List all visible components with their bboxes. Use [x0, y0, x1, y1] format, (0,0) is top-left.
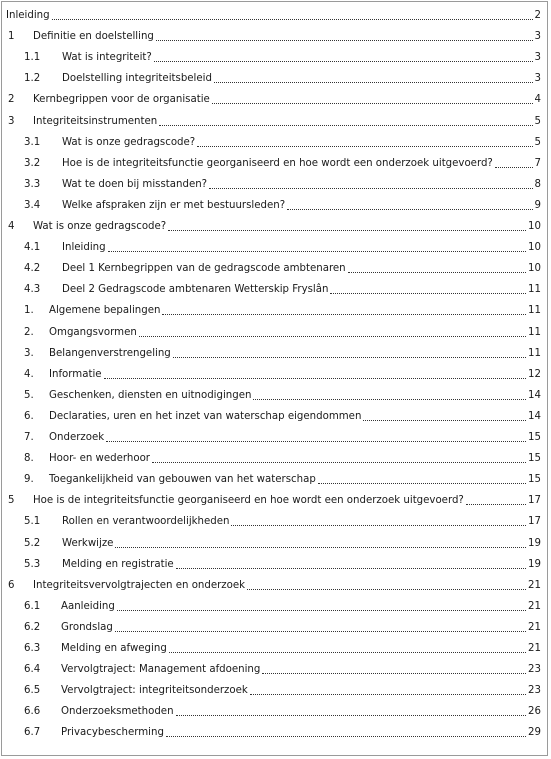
toc-entry[interactable]	[0, 67, 551, 85]
toc-entry-number: 1.	[24, 305, 34, 317]
toc-entry[interactable]	[0, 553, 551, 571]
toc-entry[interactable]	[0, 363, 551, 381]
toc-leader-dots	[117, 610, 526, 611]
toc-entry-number: 6.2	[24, 621, 41, 633]
toc-entry-page: 4	[534, 94, 541, 106]
toc-leader-dots	[168, 230, 526, 231]
toc-entry-page: 2	[534, 10, 541, 21]
toc-entry-page: 29	[528, 727, 541, 739]
toc-entry-number: 5	[8, 495, 15, 507]
toc-entry[interactable]	[0, 342, 551, 360]
toc-entry[interactable]	[0, 257, 551, 275]
toc-leader-dots	[115, 547, 526, 548]
toc-entry-number: 3.	[24, 347, 34, 359]
toc-entry-title: Definitie en doelstelling	[33, 31, 154, 43]
toc-entry-title: Melding en registratie	[62, 558, 174, 570]
toc-leader-dots	[159, 125, 533, 126]
toc-entry-title: Welke afspraken zijn er met bestuursleden?	[62, 199, 286, 211]
toc-entry-page: 5	[534, 115, 541, 127]
toc-entry-page: 3	[534, 73, 541, 85]
toc-entry[interactable]	[0, 574, 551, 592]
toc-leader-dots	[169, 652, 526, 653]
toc-entry-page: 21	[528, 579, 541, 591]
toc-entry-title: Kernbegrippen voor de organisatie	[33, 94, 210, 106]
toc-leader-dots	[330, 293, 526, 294]
toc-entry-number: 3.3	[24, 178, 41, 190]
toc-entry-title: Doelstelling integriteitsbeleid	[62, 73, 212, 85]
toc-leader-dots	[212, 103, 533, 104]
toc-entry-number: 1.2	[24, 73, 41, 85]
toc-entry-number: 5.2	[24, 537, 41, 549]
toc-entry-title: Informatie	[49, 368, 102, 380]
toc-leader-dots	[156, 40, 533, 41]
toc-entry-page: 21	[528, 643, 541, 654]
toc-entry-title: Deel 2 Gedragscode ambtenaren Wetterskip Fryslân	[62, 284, 329, 296]
toc-entry-title: Rollen en verantwoordelijkheden	[62, 516, 230, 528]
toc-entry[interactable]	[0, 447, 551, 465]
toc-entry-page: 23	[528, 685, 541, 697]
toc-leader-dots	[139, 336, 526, 337]
toc-entry-page: 3	[534, 31, 541, 43]
toc-entry-title: Belangenverstrengeling	[49, 347, 171, 359]
toc-entry-number: 3	[8, 115, 15, 127]
toc-entry-title: Grondslag	[61, 621, 113, 633]
toc-entry-title: Wat te doen bij misstanden?	[62, 178, 208, 190]
toc-entry[interactable]	[0, 616, 551, 634]
toc-entry[interactable]	[0, 152, 551, 170]
toc-entry-title: Wat is integriteit?	[62, 52, 152, 64]
toc-entry[interactable]	[0, 489, 551, 507]
toc-entry-title: Vervolgtraject: Management afdoening	[61, 664, 261, 676]
toc-entry[interactable]	[0, 658, 551, 676]
toc-entry-number: 2.	[24, 326, 34, 338]
toc-entry[interactable]	[0, 299, 551, 317]
toc-entry-number: 4.3	[24, 284, 41, 296]
toc-entry[interactable]	[0, 510, 551, 528]
toc-entry-number: 6.4	[24, 664, 41, 676]
toc-leader-dots	[253, 399, 526, 400]
toc-leader-dots	[197, 146, 533, 147]
toc-entry-page: 7	[534, 157, 541, 169]
toc-entry[interactable]	[0, 679, 551, 697]
toc-entry[interactable]	[0, 637, 551, 655]
toc-entry-page: 12	[528, 368, 541, 380]
toc-entry-number: 3.2	[24, 157, 41, 169]
toc-entry-page: 17	[528, 516, 541, 528]
toc-entry-title: Melding en afweging	[61, 643, 167, 654]
toc-entry-page: 3	[534, 52, 541, 64]
toc-entry[interactable]	[0, 4, 551, 22]
toc-entry-page: 15	[528, 453, 541, 465]
toc-entry[interactable]	[0, 532, 551, 550]
toc-entry-page: 14	[528, 389, 541, 401]
toc-entry-number: 6.1	[24, 600, 41, 612]
toc-entry[interactable]	[0, 173, 551, 191]
toc-leader-dots	[250, 694, 526, 695]
toc-entry-number: 1	[8, 31, 15, 43]
toc-entry-number: 5.3	[24, 558, 41, 570]
toc-entry-page: 11	[528, 305, 541, 317]
toc-leader-dots	[152, 462, 526, 463]
toc-entry-number: 4	[8, 221, 15, 232]
toc-entry-page: 11	[528, 347, 541, 359]
toc-entry[interactable]	[0, 194, 551, 212]
toc-entry-page: 14	[528, 410, 541, 422]
toc-entry-page: 11	[528, 326, 541, 338]
toc-entry-title: Onderzoeksmethoden	[61, 706, 174, 718]
toc-entry-title: Geschenken, diensten en uitnodigingen	[49, 389, 252, 401]
toc-entry-page: 23	[528, 664, 541, 676]
toc-entry-page: 9	[534, 199, 541, 211]
toc-entry-number: 6	[8, 579, 15, 591]
toc-entry-number: 1.1	[24, 52, 41, 64]
toc-leader-dots	[176, 568, 526, 569]
toc-entry-page: 8	[534, 178, 541, 190]
toc-entry-page: 26	[528, 706, 541, 718]
toc-leader-dots	[166, 736, 526, 737]
toc-entry-title: Omgangsvormen	[49, 326, 137, 338]
toc-leader-dots	[162, 314, 526, 315]
toc-leader-dots	[176, 715, 526, 716]
toc-entry[interactable]	[0, 215, 551, 233]
toc-entry-page: 21	[528, 600, 541, 612]
toc-entry-number: 6.6	[24, 706, 41, 718]
toc-entry[interactable]	[0, 721, 551, 739]
toc-entry-number: 6.5	[24, 685, 41, 697]
toc-entry[interactable]	[0, 321, 551, 339]
toc-entry-number: 6.7	[24, 727, 41, 739]
toc-entry-number: 3.1	[24, 136, 41, 148]
toc-entry-title: Hoe is de integriteitsfunctie georganiseerd en hoe wordt een onderzoek uitgevoerd?	[33, 495, 464, 507]
toc-entry-page: 15	[528, 432, 541, 443]
toc-leader-dots	[106, 441, 526, 442]
toc-entry-number: 7.	[24, 432, 34, 443]
toc-entry-page: 19	[528, 537, 541, 549]
toc-entry-page: 10	[528, 263, 541, 275]
toc-entry-title: Hoe is de integriteitsfunctie georganiseerd en hoe wordt een onderzoek uitgevoerd?	[62, 157, 493, 169]
toc-entry-number: 3.4	[24, 199, 41, 211]
toc-entry-title: Onderzoek	[49, 432, 105, 443]
toc-entry-title: Deel 1 Kernbegrippen van de gedragscode ambtenaren	[62, 263, 346, 275]
toc-leader-dots	[318, 483, 526, 484]
toc-leader-dots	[466, 504, 526, 505]
toc-entry-title: Aanleiding	[61, 600, 115, 612]
toc-entry[interactable]	[0, 405, 551, 423]
toc-leader-dots	[363, 420, 526, 421]
toc-entry-page: 10	[528, 242, 541, 254]
toc-entry[interactable]	[0, 384, 551, 402]
toc-leader-dots	[154, 61, 533, 62]
toc-entry-title: Inleiding	[62, 242, 106, 254]
toc-entry-page: 21	[528, 621, 541, 633]
toc-entry-title: Privacybescherming	[61, 727, 164, 739]
toc-entry-number: 5.1	[24, 516, 41, 528]
toc-leader-dots	[231, 525, 526, 526]
toc-entry[interactable]	[0, 110, 551, 128]
toc-entry-page: 10	[528, 221, 541, 232]
toc-entry-number: 9.	[24, 474, 34, 486]
toc-entry-number: 4.1	[24, 242, 41, 254]
toc-entry[interactable]	[0, 88, 551, 106]
toc-entry-number: 6.3	[24, 643, 41, 654]
toc-entry-number: 2	[8, 94, 15, 106]
toc-leader-dots	[52, 19, 533, 20]
toc-leader-dots	[115, 631, 526, 632]
toc-entry-title: Vervolgtraject: integriteitsonderzoek	[61, 685, 248, 697]
toc-entry-page: 11	[528, 284, 541, 296]
toc-entry-page: 15	[528, 474, 541, 486]
toc-entry[interactable]	[0, 236, 551, 254]
toc-leader-dots	[348, 272, 526, 273]
toc-leader-dots	[108, 251, 526, 252]
toc-entry-number: 5.	[24, 389, 34, 401]
toc-leader-dots	[209, 188, 533, 189]
toc-entry[interactable]	[0, 595, 551, 613]
toc-entry-title: Toegankelijkheid van gebouwen van het waterschap	[49, 474, 316, 486]
toc-entry[interactable]	[0, 131, 551, 149]
toc-leader-dots	[287, 209, 533, 210]
toc-entry-title: Wat is onze gedragscode?	[62, 136, 196, 148]
toc-leader-dots	[247, 589, 526, 590]
toc-entry[interactable]	[0, 426, 551, 444]
toc-entry-title: Integriteitsinstrumenten	[33, 115, 158, 127]
toc-entry[interactable]	[0, 25, 551, 43]
toc-entry[interactable]	[0, 468, 551, 486]
toc-entry-title: Integriteitsvervolgtrajecten en onderzoek	[33, 579, 246, 591]
toc-entry-number: 8.	[24, 453, 34, 465]
toc-entry-page: 19	[528, 558, 541, 570]
toc-entry-number: 4.	[24, 368, 34, 380]
toc-entry-title: Algemene bepalingen	[49, 305, 161, 317]
toc-entry-page: 17	[528, 495, 541, 507]
toc-entry[interactable]	[0, 700, 551, 718]
toc-entry-page: 5	[534, 136, 541, 148]
toc-leader-dots	[214, 82, 533, 83]
toc-entry[interactable]	[0, 46, 551, 64]
toc-entry[interactable]	[0, 278, 551, 296]
toc-entry-title: Declaraties, uren en het inzet van waterschap eigendommen	[49, 410, 362, 422]
toc-entry-title: Inleiding	[6, 10, 50, 21]
toc-leader-dots	[173, 357, 526, 358]
toc-leader-dots	[104, 378, 526, 379]
toc-entry-title: Hoor- en wederhoor	[49, 453, 150, 465]
toc-entry-title: Werkwijze	[62, 537, 114, 549]
toc-entry-title: Wat is onze gedragscode?	[33, 221, 167, 232]
toc-entry-number: 6.	[24, 410, 34, 422]
toc-entry-number: 4.2	[24, 263, 41, 275]
toc-leader-dots	[262, 673, 526, 674]
toc-leader-dots	[495, 167, 533, 168]
